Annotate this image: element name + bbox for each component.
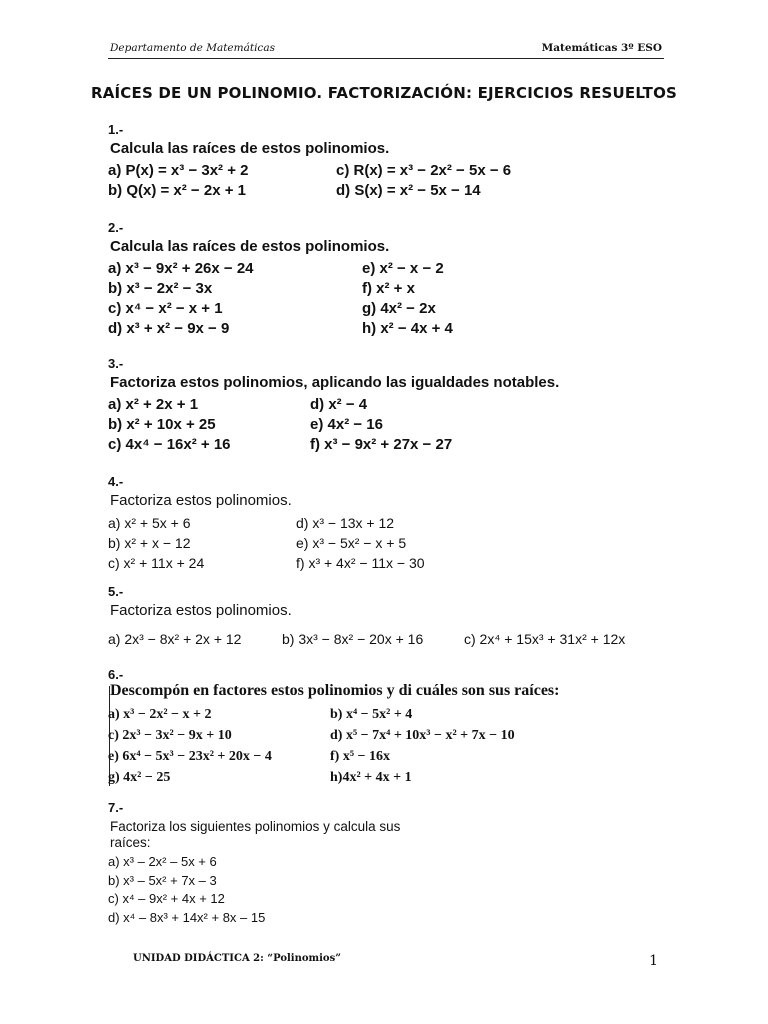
exercise-number: 2.- xyxy=(108,220,124,235)
exercise-item: f) x⁵ − 16x xyxy=(330,749,390,764)
exercise-item: h) x² − 4x + 4 xyxy=(362,320,453,337)
exercise-6 xyxy=(108,667,668,788)
exercise-item: a) x² + 5x + 6 xyxy=(108,515,191,531)
footer-unit: UNIDAD DIDÁCTICA 2: “Polinomios” xyxy=(133,953,341,964)
exercise-row xyxy=(108,299,668,319)
exercise-row xyxy=(108,704,668,725)
exercise-item: g) 4x² − 2x xyxy=(362,300,436,317)
exercise-item: e) x² − x − 2 xyxy=(362,260,444,277)
exercise-5 xyxy=(108,584,668,649)
exercise-item: c) x⁴ – 9x² + 4x + 12 xyxy=(108,891,225,906)
page-title: RAÍCES DE UN POLINOMIO. FACTORIZACIÓN: EJERCICIOS RESUELTOS xyxy=(90,84,678,102)
exercise-row xyxy=(108,725,668,746)
exercise-item: f) x³ + 4x² − 11x − 30 xyxy=(296,555,425,571)
header-divider xyxy=(108,58,664,59)
exercise-instruction-line: raíces: xyxy=(110,835,151,850)
exercise-row xyxy=(108,513,668,533)
exercise-item: e) 6x⁴ − 5x³ − 23x² + 20x − 4 xyxy=(108,749,272,764)
exercise-item: a) P(x) = x³ − 3x² + 2 xyxy=(108,162,249,179)
exercise-item: d) x⁴ – 8x³ + 14x² + 8x – 15 xyxy=(108,909,266,925)
exercise-number: 1.- xyxy=(108,122,124,137)
exercise-item: b) x⁴ − 5x² + 4 xyxy=(330,707,413,722)
exercise-row xyxy=(108,553,668,573)
exercise-number: 3.- xyxy=(108,356,124,371)
exercise-item: a) x² + 2x + 1 xyxy=(108,396,199,413)
exercise-number: 4.- xyxy=(108,474,124,489)
exercise-instruction: Calcula las raíces de estos polinomios. xyxy=(110,140,390,157)
exercise-item: d) x³ − 13x + 12 xyxy=(296,515,395,531)
exercise-item: b) x³ – 5x² + 7x – 3 xyxy=(108,872,217,888)
exercise-item: b) x² + x − 12 xyxy=(108,535,191,551)
exercise-item: d) x³ + x² − 9x − 9 xyxy=(108,320,230,337)
exercise-item: c) x² + 11x + 24 xyxy=(108,555,205,571)
exercise-item: e) 4x² − 16 xyxy=(310,416,383,433)
exercise-instruction: Calcula las raíces de estos polinomios. xyxy=(110,238,390,255)
exercise-item: b) x³ − 2x² − 3x xyxy=(108,280,213,297)
exercise-item: a) 2x³ − 8x² + 2x + 12 xyxy=(108,631,242,647)
exercise-item: a) x³ – 2x² – 5x + 6 xyxy=(108,854,217,869)
exercise-instruction: Descompón en factores estos polinomios y di cuáles son sus raíces: xyxy=(110,682,560,699)
exercise-item: h)4x² + 4x + 1 xyxy=(330,770,412,785)
exercise-3 xyxy=(108,356,668,455)
exercise-number: 7.- xyxy=(108,800,124,815)
exercise-item: e) x³ − 5x² − x + 5 xyxy=(296,535,407,551)
exercise-item: a) x³ − 9x² + 26x − 24 xyxy=(108,260,254,277)
exercise-item: c) R(x) = x³ − 2x² − 5x − 6 xyxy=(336,162,512,179)
exercise-row xyxy=(108,181,668,201)
exercise-row xyxy=(108,533,668,553)
exercise-item: b) x² + 10x + 25 xyxy=(108,416,216,433)
exercise-item: c) x⁴ − x² − x + 1 xyxy=(108,300,223,317)
exercise-number: 6.- xyxy=(108,667,124,682)
exercise-item: f) x³ − 9x² + 27x − 27 xyxy=(310,436,453,453)
exercise-row xyxy=(108,319,668,339)
exercise-item: c) 4x⁴ − 16x² + 16 xyxy=(108,436,231,453)
page-number: 1 xyxy=(649,953,658,969)
exercise-row xyxy=(108,415,668,435)
exercise-instruction-line: Factoriza los siguientes polinomios y calcula sus xyxy=(110,819,401,834)
exercise-instruction: Factoriza estos polinomios. xyxy=(110,492,292,509)
exercise-4 xyxy=(108,474,668,573)
exercise-instruction: Factoriza estos polinomios. xyxy=(110,602,292,619)
exercise-1 xyxy=(108,122,668,201)
exercise-item: d) x² − 4 xyxy=(310,396,368,413)
exercise-row xyxy=(108,279,668,299)
exercise-item: a) x³ − 2x² − x + 2 xyxy=(108,707,212,722)
exercise-row xyxy=(108,746,668,767)
exercise-item: d) S(x) = x² − 5x − 14 xyxy=(336,182,481,199)
exercise-item: b) 3x³ − 8x² − 20x + 16 xyxy=(282,631,424,647)
exercise-item: d) x⁵ − 7x⁴ + 10x³ − x² + 7x − 10 xyxy=(330,728,515,743)
exercise-row xyxy=(108,395,668,415)
exercise-item: g) 4x² − 25 xyxy=(108,770,171,785)
exercise-row xyxy=(108,161,668,181)
exercise-2 xyxy=(108,220,668,339)
exercise-instruction xyxy=(110,819,668,851)
exercise-item: c) 2x³ − 3x² − 9x + 10 xyxy=(108,728,232,743)
header-course: Matemáticas 3º ESO xyxy=(541,42,662,54)
exercise-item: b) Q(x) = x² − 2x + 1 xyxy=(108,182,246,199)
exercise-row xyxy=(108,435,668,455)
exercise-7 xyxy=(108,800,668,927)
exercise-item: c) 2x⁴ + 15x³ + 31x² + 12x xyxy=(464,631,626,647)
exercise-row xyxy=(108,629,668,649)
header-department: Departamento de Matemáticas xyxy=(110,42,275,54)
exercise-row xyxy=(108,259,668,279)
exercise-number: 5.- xyxy=(108,584,124,599)
exercise-row xyxy=(108,767,668,788)
exercise-item: f) x² + x xyxy=(362,280,415,297)
exercise-instruction: Factoriza estos polinomios, aplicando las igualdades notables. xyxy=(110,374,560,391)
